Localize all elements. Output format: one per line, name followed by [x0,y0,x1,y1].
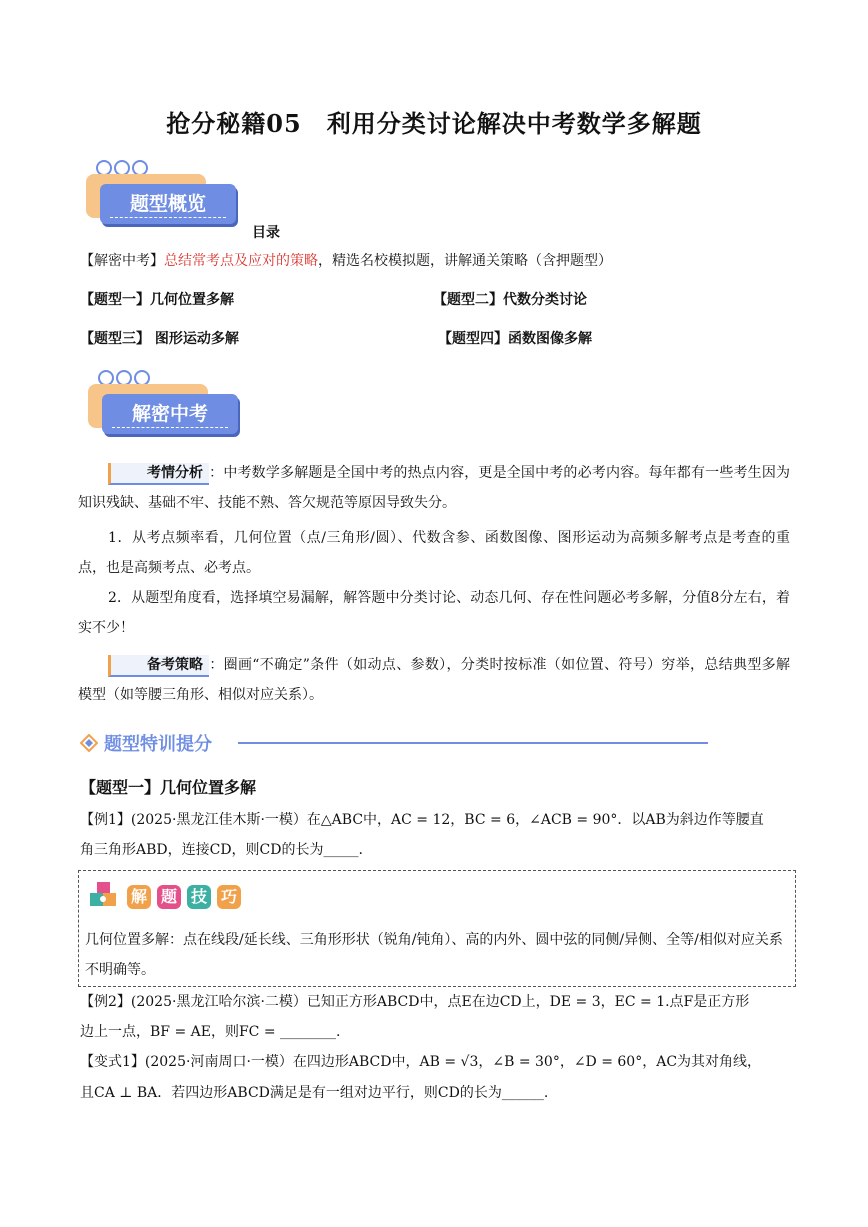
overview-banner-label: 题型概览 [129,193,206,215]
page-title: 抢分秘籍05 利用分类讨论解决中考数学多解题 [166,109,702,138]
strategy-paragraph [78,650,790,710]
toc-heading: 目录 [252,225,280,241]
overview-banner [86,160,256,250]
strategy-text: ：圈画“不确定”条件（如动点、参数），分类时按标准（如位置、符号）穷举，总结典型多解模型（如等腰三角形、相似对应关系）。 [78,657,790,703]
strategy-tag: 备考策略 [108,655,209,677]
analysis-paragraph [78,458,790,518]
section-divider [238,742,708,744]
toc-item-2[interactable]: 【题型二】代数分类讨论 [433,292,587,308]
tips-text: 几何位置多解：点在线段/延长线、三角形形状（锐角/钝角）、高的内外、圆中弦的同侧/异侧、全等/相似对应关系不明确等。 [85,932,783,978]
analysis-text: ：中考数学多解题是全国中考的热点内容，更是全国中考的必考内容。每年都有一些考生因为知识残缺、基础不牢、技能不熟、答欠规范等原因导致失分。 [78,465,790,511]
toc-intro-rest: ，精选名校模拟题，讲解通关策略（含押题型） [318,253,612,269]
example-2-line-1: 【例2】(2025·黑龙江哈尔滨·二模）已知正方形ABCD中，点E在边CD上，DE = 3，EC = 1.点F是正方形 [80,994,750,1010]
diamond-icon [80,734,98,752]
puzzle-icon [89,881,119,911]
toc-intro-prefix: 【解密中考】 [80,253,164,269]
tips-box [78,870,796,987]
tip-char-3: 技 [187,885,211,909]
tip-char-2: 题 [157,885,181,909]
tip-char-4: 巧 [217,885,241,909]
analysis-banner-label: 解密中考 [131,403,208,425]
example-1-line-1: 【例1】(2025·黑龙江佳木斯·一模）在△ABC中，AC = 12，BC = 6，∠ACB = 90°．以AB为斜边作等腰直 [80,812,764,828]
toc-item-4[interactable]: 【题型四】函数图像多解 [438,331,592,347]
toc-intro-highlight: 总结常考点及应对的策略 [164,253,318,269]
analysis-tag: 考情分析 [108,463,209,485]
toc-intro [80,251,612,271]
analysis-point-1: 1．从考点频率看，几何位置（点/三角形/圆）、代数含参、函数图像、图形运动为高频多解考点是考查的重点，也是高频考点、必考点。 [78,530,790,576]
section-header [80,728,640,758]
variant-1-line-2: 且CA ⊥ BA．若四边形ABCD满足是有一组对边平行，则CD的长为______. [80,1085,549,1101]
tip-char-1: 解 [127,885,151,909]
section-label: 题型特训提分 [104,734,212,755]
type1-heading: 【题型一】几何位置多解 [80,778,257,797]
example-2-line-2: 边上一点，BF = AE，则FC = ________. [80,1024,341,1040]
toc-item-3[interactable]: 【题型三】 图形运动多解 [80,331,239,347]
analysis-point-2: 2．从题型角度看，选择填空易漏解，解答题中分类讨论、动态几何、存在性问题必考多解，分值8分左右，着实不少！ [78,590,790,636]
variant-1-line-1: 【变式1】(2025·河南周口·一模）在四边形ABCD中，AB = √3，∠B = 30°，∠D = 60°，AC为其对角线， [80,1054,762,1070]
example-1-line-2: 角三角形ABD，连接CD，则CD的长为_____. [80,842,363,858]
toc-item-1[interactable]: 【题型一】几何位置多解 [80,292,234,308]
analysis-banner [88,370,258,460]
